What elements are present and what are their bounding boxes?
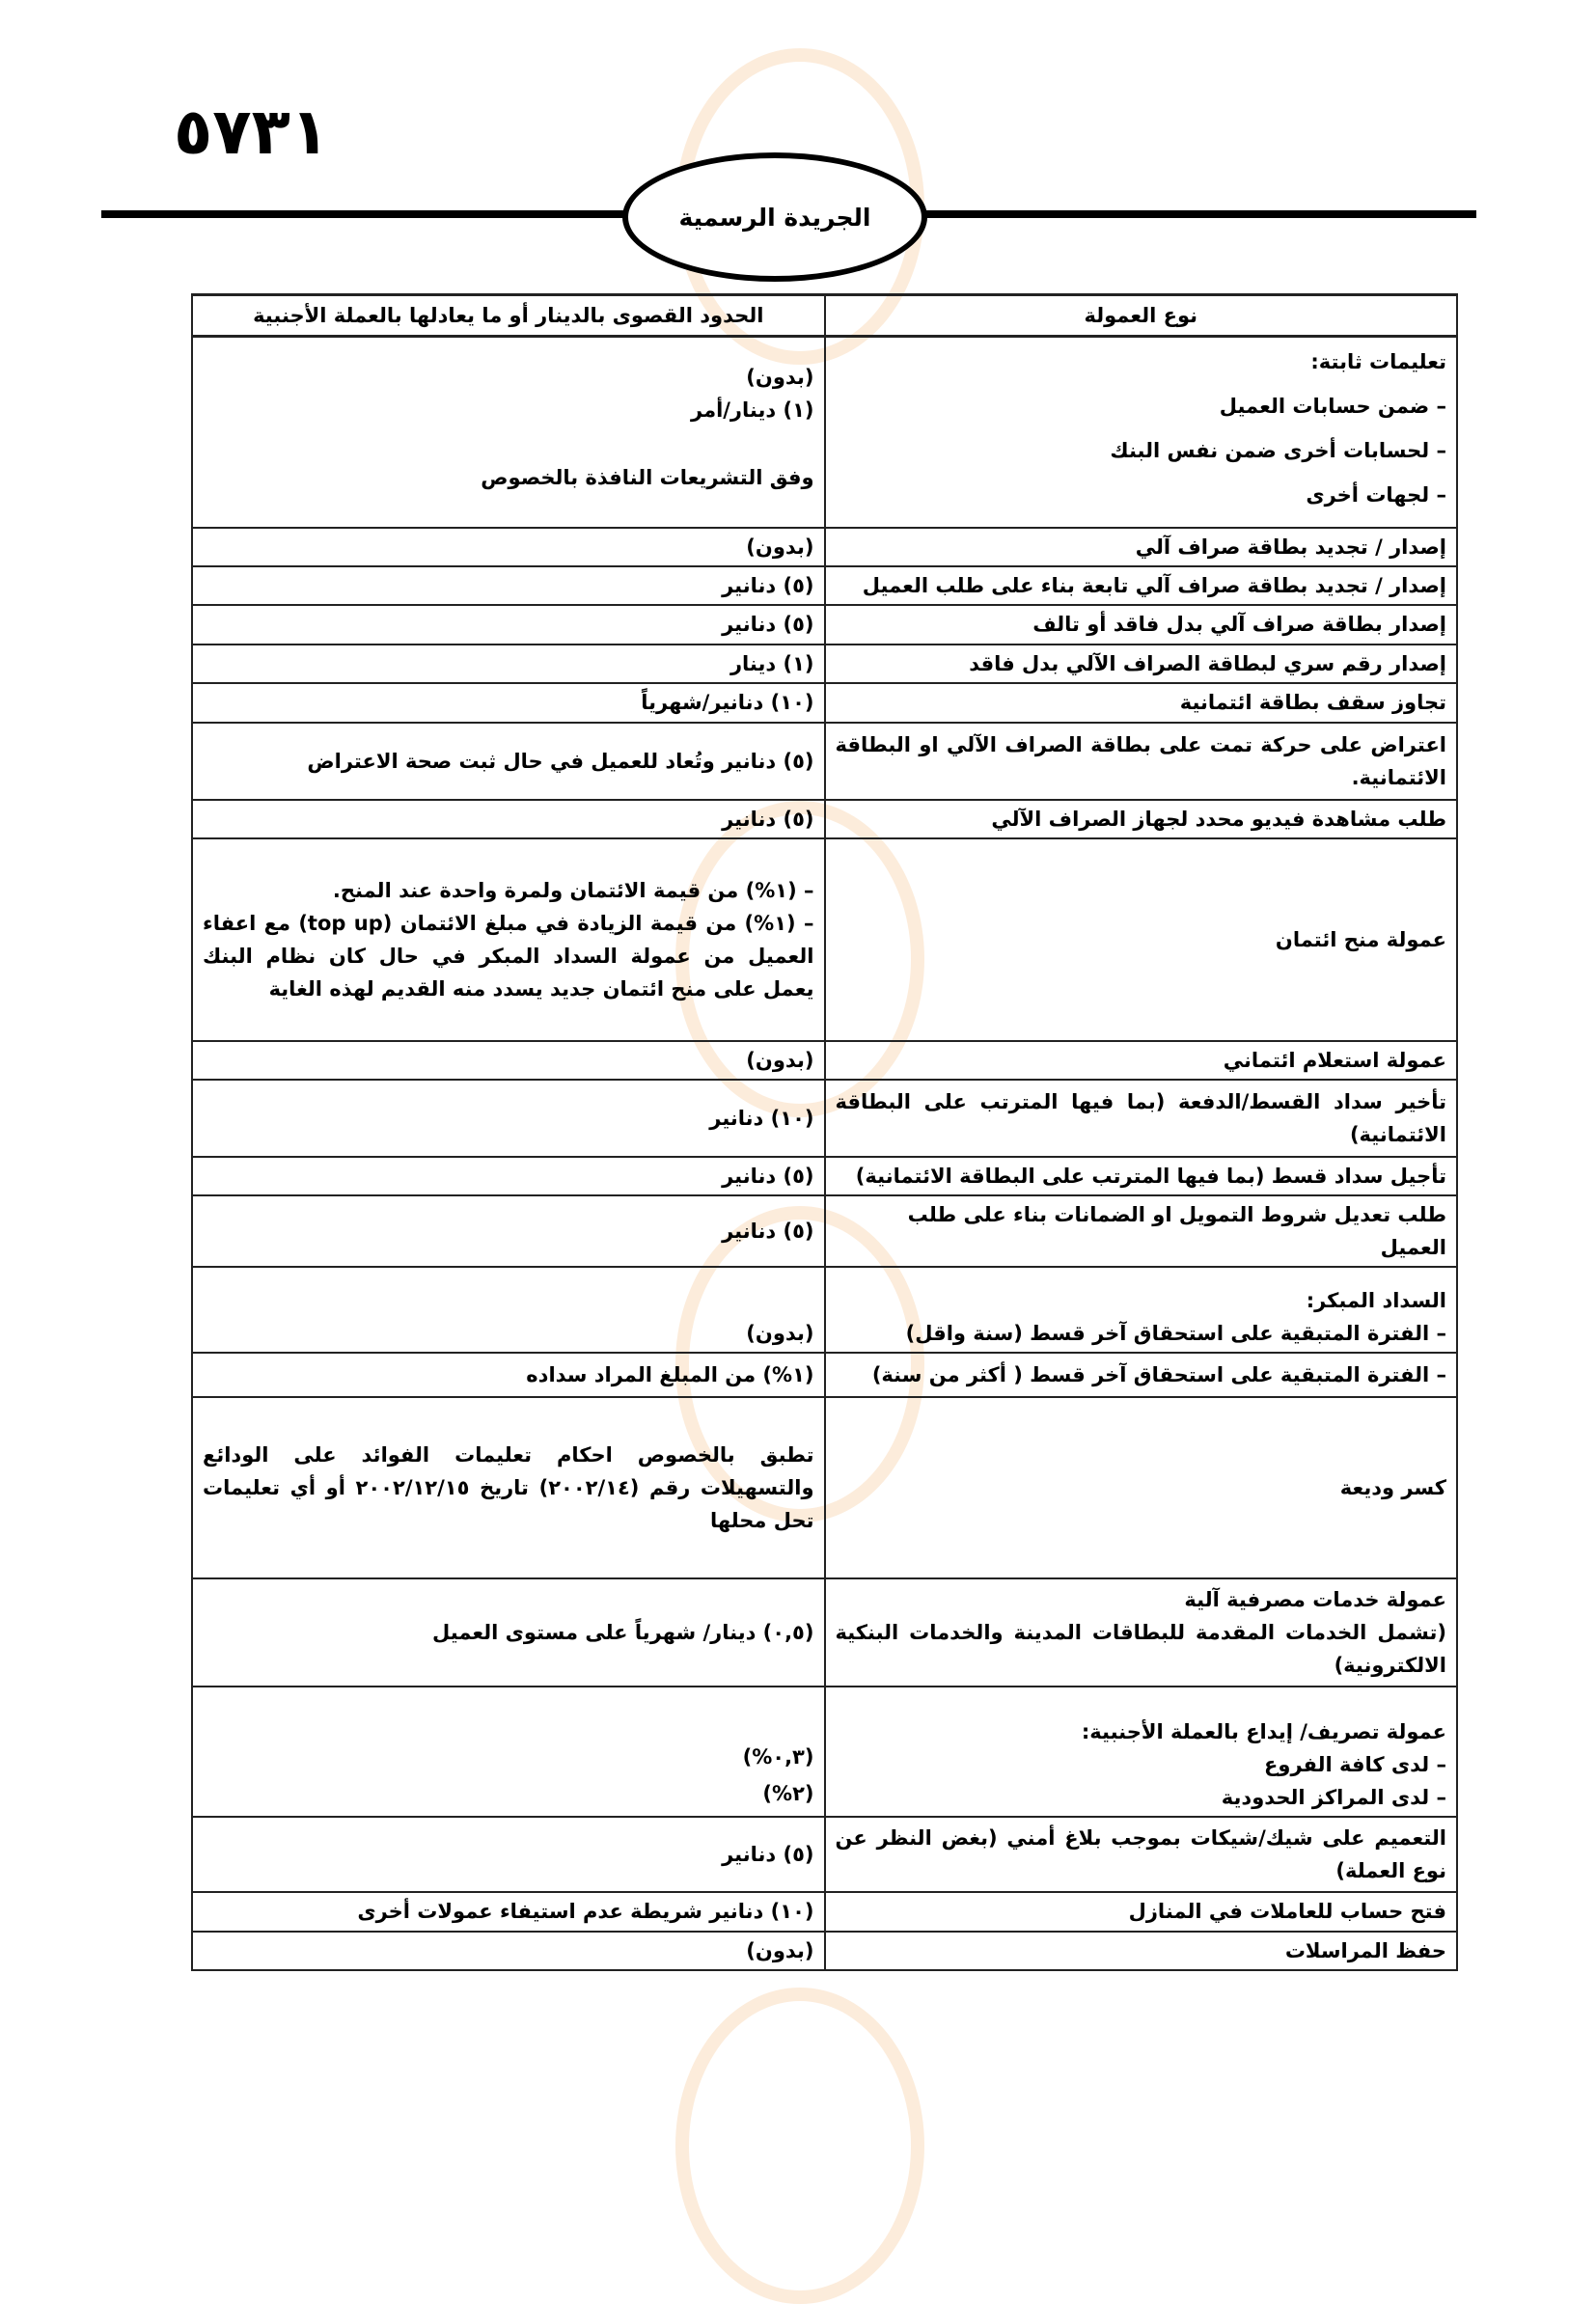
fee-type-text: (تشمل الخدمات المقدمة للبطاقات المدينة والخدمات البنكية الالكترونية) — [835, 1620, 1446, 1677]
max-limit-text: (٠,٥) دينار/ شهرياً على مستوى العميل — [432, 1620, 814, 1644]
max-limit-text: (٠,٣%) — [742, 1744, 814, 1769]
table-row — [192, 1267, 1457, 1353]
max-limit-cell — [192, 1892, 825, 1932]
max-limit-text: (بدون) — [746, 1048, 814, 1072]
max-limit-cell — [192, 683, 825, 723]
max-limit-text: (٢%) — [762, 1781, 814, 1805]
fee-type-cell — [825, 683, 1458, 723]
fee-type-cell — [825, 800, 1458, 838]
max-limit-cell — [192, 645, 825, 683]
fee-type-cell — [825, 1578, 1458, 1687]
table-row — [192, 800, 1457, 838]
header-oval — [622, 152, 927, 282]
max-limit-text: (بدون) — [746, 1321, 814, 1345]
table-row — [192, 1687, 1457, 1817]
max-limit-cell — [192, 1932, 825, 1970]
fee-type-cell — [825, 1687, 1458, 1817]
max-limit-text: (بدون) — [746, 366, 814, 389]
max-limit-text: (٥) دنانير — [722, 1219, 814, 1243]
max-limit-text: وفق التشريعات النافذة بالخصوص — [481, 466, 814, 489]
max-limit-text: (بدون) — [746, 1938, 814, 1962]
fee-type-text: فتح حساب للعاملات في المنازل — [1128, 1900, 1446, 1923]
max-limit-cell — [192, 1080, 825, 1157]
fee-type-text: طلب تعديل شروط التمويل او الضمانات بناء على طلب العميل — [907, 1202, 1446, 1259]
max-limit-cell — [192, 605, 825, 645]
table-row — [192, 1578, 1457, 1687]
max-limit-cell — [192, 528, 825, 566]
fee-type-cell — [825, 528, 1458, 566]
fee-type-text: إصدار بطاقة صراف آلي بدل فاقد أو تالف — [1032, 613, 1446, 636]
fee-type-cell — [825, 1267, 1458, 1353]
header-max-limit: الحدود القصوى بالدينار أو ما يعادلها بالعملة الأجنبية — [192, 295, 825, 337]
table-row — [192, 723, 1457, 800]
fee-type-cell — [825, 1080, 1458, 1157]
fee-type-text: حفظ المراسلات — [1284, 1938, 1446, 1962]
fee-type-text: – لدى كافة الفروع — [1264, 1752, 1446, 1776]
max-limit-text: (٥) دنانير — [722, 807, 814, 831]
fee-type-text: عمولة خدمات مصرفية آلية — [1184, 1587, 1446, 1611]
table-row — [192, 1817, 1457, 1892]
gazette-title: الجريدة الرسمية — [678, 203, 871, 232]
max-limit-text: (٥) دنانير — [722, 573, 814, 597]
table-row — [192, 337, 1457, 528]
max-limit-cell — [192, 1267, 825, 1353]
table-row — [192, 1397, 1457, 1578]
fee-type-text: تأخير سداد القسط/الدفعة (بما فيها المترتب على البطاقة الائتمانية) — [835, 1089, 1446, 1146]
fee-type-cell — [825, 838, 1458, 1041]
table-row — [192, 1195, 1457, 1267]
max-limit-cell — [192, 566, 825, 605]
fee-type-cell — [825, 723, 1458, 800]
max-limit-text: – (١%) من قيمة الائتمان ولمرة واحدة عند المنح. — [332, 878, 814, 902]
fees-table — [191, 293, 1458, 1971]
max-limit-cell — [192, 1397, 825, 1578]
max-limit-text: (٥) دنانير — [722, 1164, 814, 1188]
table-row — [192, 1041, 1457, 1080]
max-limit-text: (١) دينار/أمر — [691, 398, 814, 422]
max-limit-text: تطبق بالخصوص احكام تعليمات الفوائد على الودائع والتسهيلات رقم (٢٠٠٢/١٤) تاريخ ٢٠٠٢/١٢/١٥ أو أي تعليمات تحل محلها — [203, 1442, 814, 1532]
fee-type-text: – الفترة المتبقية على استحقاق آخر قسط ( أكثر من سنة) — [871, 1362, 1446, 1386]
max-limit-text: (١٠) دنانير شريطة عدم استيفاء عمولات أخرى — [357, 1900, 814, 1923]
fee-type-text: كسر وديعة — [1339, 1475, 1446, 1499]
max-limit-cell — [192, 1817, 825, 1892]
max-limit-cell — [192, 1041, 825, 1080]
fee-type-text: – لحسابات أخرى ضمن نفس البنك — [1110, 439, 1446, 462]
table-row — [192, 1932, 1457, 1970]
fee-type-text: عمولة منح ائتمان — [1275, 927, 1446, 951]
max-limit-text: – (١%) من قيمة الزيادة في مبلغ الائتمان (top up) مع اعفاء العميل من عمولة السداد المبكر في حال كان نظام البنك يعمل على منح ائتمان جديد يسدد منه القديم لهذه الغاية — [203, 911, 814, 1001]
table-row — [192, 1353, 1457, 1397]
max-limit-cell — [192, 1353, 825, 1397]
max-limit-cell — [192, 1157, 825, 1195]
fee-type-text: السداد المبكر: — [1306, 1288, 1446, 1312]
fee-type-text: – لدى المراكز الحدودية — [1221, 1785, 1446, 1809]
table-row — [192, 605, 1457, 645]
fee-type-text: تعليمات ثابتة: — [1310, 350, 1446, 373]
max-limit-cell — [192, 1195, 825, 1267]
fee-type-text: اعتراض على حركة تمت على بطاقة الصراف الآلي او البطاقة الائتمانية. — [835, 732, 1446, 789]
fee-type-text: – الفترة المتبقية على استحقاق آخر قسط (سنة واقل) — [905, 1321, 1446, 1345]
fee-type-cell — [825, 1892, 1458, 1932]
fee-type-text: تأجيل سداد قسط (بما فيها المترتب على البطاقة الائتمانية) — [855, 1164, 1446, 1188]
max-limit-text: (٥) دنانير — [722, 1842, 814, 1866]
table-row — [192, 838, 1457, 1041]
fee-type-cell — [825, 1932, 1458, 1970]
table-row — [192, 566, 1457, 605]
table-row — [192, 1157, 1457, 1195]
page-number: ٥٧٣١ — [174, 95, 330, 169]
fee-type-cell — [825, 1195, 1458, 1267]
table-header-row — [192, 295, 1457, 337]
fee-type-text: عمولة استعلام ائتماني — [1223, 1048, 1446, 1072]
fee-type-text: إصدار / تجديد بطاقة صراف آلي تابعة بناء على طلب العميل — [862, 573, 1446, 597]
max-limit-text: (٥) دنانير وتُعاد للعميل في حال ثبت صحة الاعتراض — [307, 749, 814, 773]
fee-type-text: إصدار / تجديد بطاقة صراف آلي — [1135, 535, 1446, 559]
fee-type-text: إصدار رقم سري لبطاقة الصراف الآلي بدل فاقد — [969, 651, 1446, 675]
max-limit-text: (١٠) دنانير/شهرياً — [641, 691, 814, 714]
table-row — [192, 683, 1457, 723]
max-limit-cell — [192, 723, 825, 800]
max-limit-text: (٥) دنانير — [722, 613, 814, 636]
max-limit-cell — [192, 337, 825, 528]
fee-type-cell — [825, 337, 1458, 528]
fee-type-text: تجاوز سقف بطاقة ائتمانية — [1179, 691, 1446, 714]
table-row — [192, 1892, 1457, 1932]
fee-type-cell — [825, 605, 1458, 645]
max-limit-cell — [192, 838, 825, 1041]
max-limit-cell — [192, 1687, 825, 1817]
fee-type-cell — [825, 1353, 1458, 1397]
table-row — [192, 1080, 1457, 1157]
max-limit-cell — [192, 800, 825, 838]
fee-type-cell — [825, 1397, 1458, 1578]
fee-type-cell — [825, 645, 1458, 683]
max-limit-cell — [192, 1578, 825, 1687]
fee-type-cell — [825, 566, 1458, 605]
fee-type-text: التعميم على شيك/شيكات بموجب بلاغ أمني (بغض النظر عن نوع العملة) — [835, 1825, 1446, 1882]
fee-type-text: طلب مشاهدة فيديو محدد لجهاز الصراف الآلي — [991, 807, 1446, 831]
max-limit-text: (بدون) — [746, 535, 814, 559]
fee-type-text: – ضمن حسابات العميل — [1219, 395, 1446, 418]
fee-type-cell — [825, 1817, 1458, 1892]
fee-type-text: – لجهات أخرى — [1306, 483, 1446, 507]
max-limit-text: (١) دينار — [729, 651, 814, 675]
fee-type-cell — [825, 1157, 1458, 1195]
max-limit-text: (١٠) دنانير — [709, 1106, 814, 1130]
max-limit-text: (١%) من المبلغ المراد سداده — [526, 1362, 814, 1386]
fee-type-cell — [825, 1041, 1458, 1080]
table-row — [192, 528, 1457, 566]
header-fee-type: نوع العمولة — [825, 295, 1458, 337]
table-row — [192, 645, 1457, 683]
fee-type-text: عمولة تصريف/ إيداع بالعملة الأجنبية: — [1081, 1719, 1446, 1743]
